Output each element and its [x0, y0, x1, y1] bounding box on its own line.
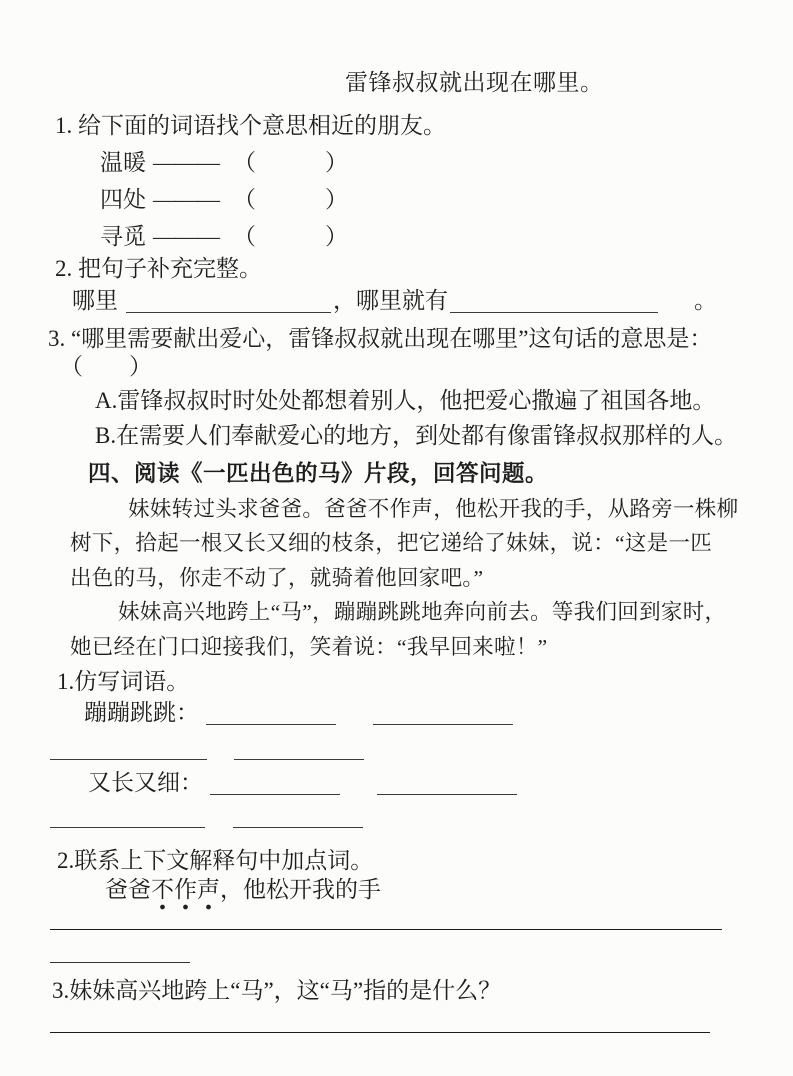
sentence-dotted-words: 不作声 — [151, 877, 220, 910]
pattern-word-label: 蹦蹦跳跳： — [84, 700, 199, 725]
synonym-word: 寻觅 — [100, 224, 146, 249]
synonym-word: 四处 — [100, 187, 146, 212]
answer-line — [50, 929, 722, 930]
dash-connector: ——— — [153, 187, 219, 212]
question-3-label: 3. “哪里需要献出爱心，雷锋叔叔就出现在哪里”这句话的意思是： — [48, 326, 713, 351]
passage-line: 她已经在门口迎接我们，笑着说：“我早回来啦！” — [70, 635, 548, 659]
section-four-heading: 四、阅读《一匹出色的马》片段，回答问题。 — [88, 461, 549, 486]
dash-connector: ——— — [153, 150, 219, 175]
answer-blank — [206, 706, 336, 725]
synonym-row — [100, 224, 348, 249]
fill-lead-text: 哪里 — [72, 288, 118, 313]
fill-middle-text: ，哪里就有 — [333, 288, 448, 313]
synonym-row — [100, 150, 348, 175]
answer-parentheses: （ ） — [233, 187, 348, 212]
pattern-word-label: 又长又细： — [88, 770, 203, 795]
answer-line — [50, 1032, 710, 1033]
fill-in-sentence-row — [72, 288, 717, 313]
question-2-label: 2. 把句子补充完整。 — [55, 256, 262, 281]
answer-parentheses: （ ） — [60, 354, 152, 379]
passage-line: 树下，拾起一根又长又细的枝条，把它递给了妹妹，说：“这是一匹 — [70, 531, 713, 555]
answer-line — [50, 962, 190, 963]
subquestion-2-label: 2.联系上下文解释句中加点词。 — [57, 848, 374, 873]
extra-blank-row — [50, 735, 364, 760]
subquestion-1-label: 1.仿写词语。 — [57, 669, 190, 694]
answer-blank — [50, 809, 205, 828]
pattern-word-row — [88, 770, 517, 795]
synonym-word: 温暖 — [100, 150, 146, 175]
answer-blank — [234, 741, 364, 760]
option-b: B.在需要人们奉献爱心的地方，到处都有像雷锋叔叔那样的人。 — [95, 423, 738, 448]
carryover-line: 雷锋叔叔就出现在哪里。 — [345, 70, 604, 95]
passage-line: 妹妹高兴地跨上“马”，蹦蹦跳跳地奔向前去。等我们回到家时， — [118, 600, 727, 624]
question-1-label: 1. 给下面的词语找个意思相近的朋友。 — [55, 113, 446, 138]
answer-blank — [373, 706, 513, 725]
pattern-word-row — [84, 700, 513, 725]
sentence-pre: 爸爸 — [105, 877, 151, 902]
option-a: A.雷锋叔叔时时处处都想着别人，他把爱心撒遍了祖国各地。 — [95, 388, 716, 413]
answer-blank — [233, 809, 363, 828]
answer-blank — [50, 741, 207, 760]
extra-blank-row — [50, 803, 363, 828]
passage-line: 出色的马，你走不动了，就骑着他回家吧。” — [70, 566, 484, 590]
answer-parentheses: （ ） — [233, 224, 348, 249]
answer-parentheses: （ ） — [233, 150, 348, 175]
sentence-post: ，他松开我的手 — [220, 877, 381, 902]
answer-blank — [210, 776, 340, 795]
dash-connector: ——— — [153, 224, 219, 249]
quoted-sentence — [105, 877, 381, 902]
subquestion-3-label: 3.妹妹高兴地跨上“马”，这“马”指的是什么？ — [52, 978, 502, 1003]
answer-blank — [126, 294, 331, 313]
fill-period: 。 — [694, 288, 717, 313]
synonym-row — [100, 187, 348, 212]
answer-blank — [450, 294, 658, 313]
passage-line: 妹妹转过头求爸爸。爸爸不作声，他松开我的手，从路旁一株柳 — [128, 497, 739, 521]
answer-blank — [377, 776, 517, 795]
